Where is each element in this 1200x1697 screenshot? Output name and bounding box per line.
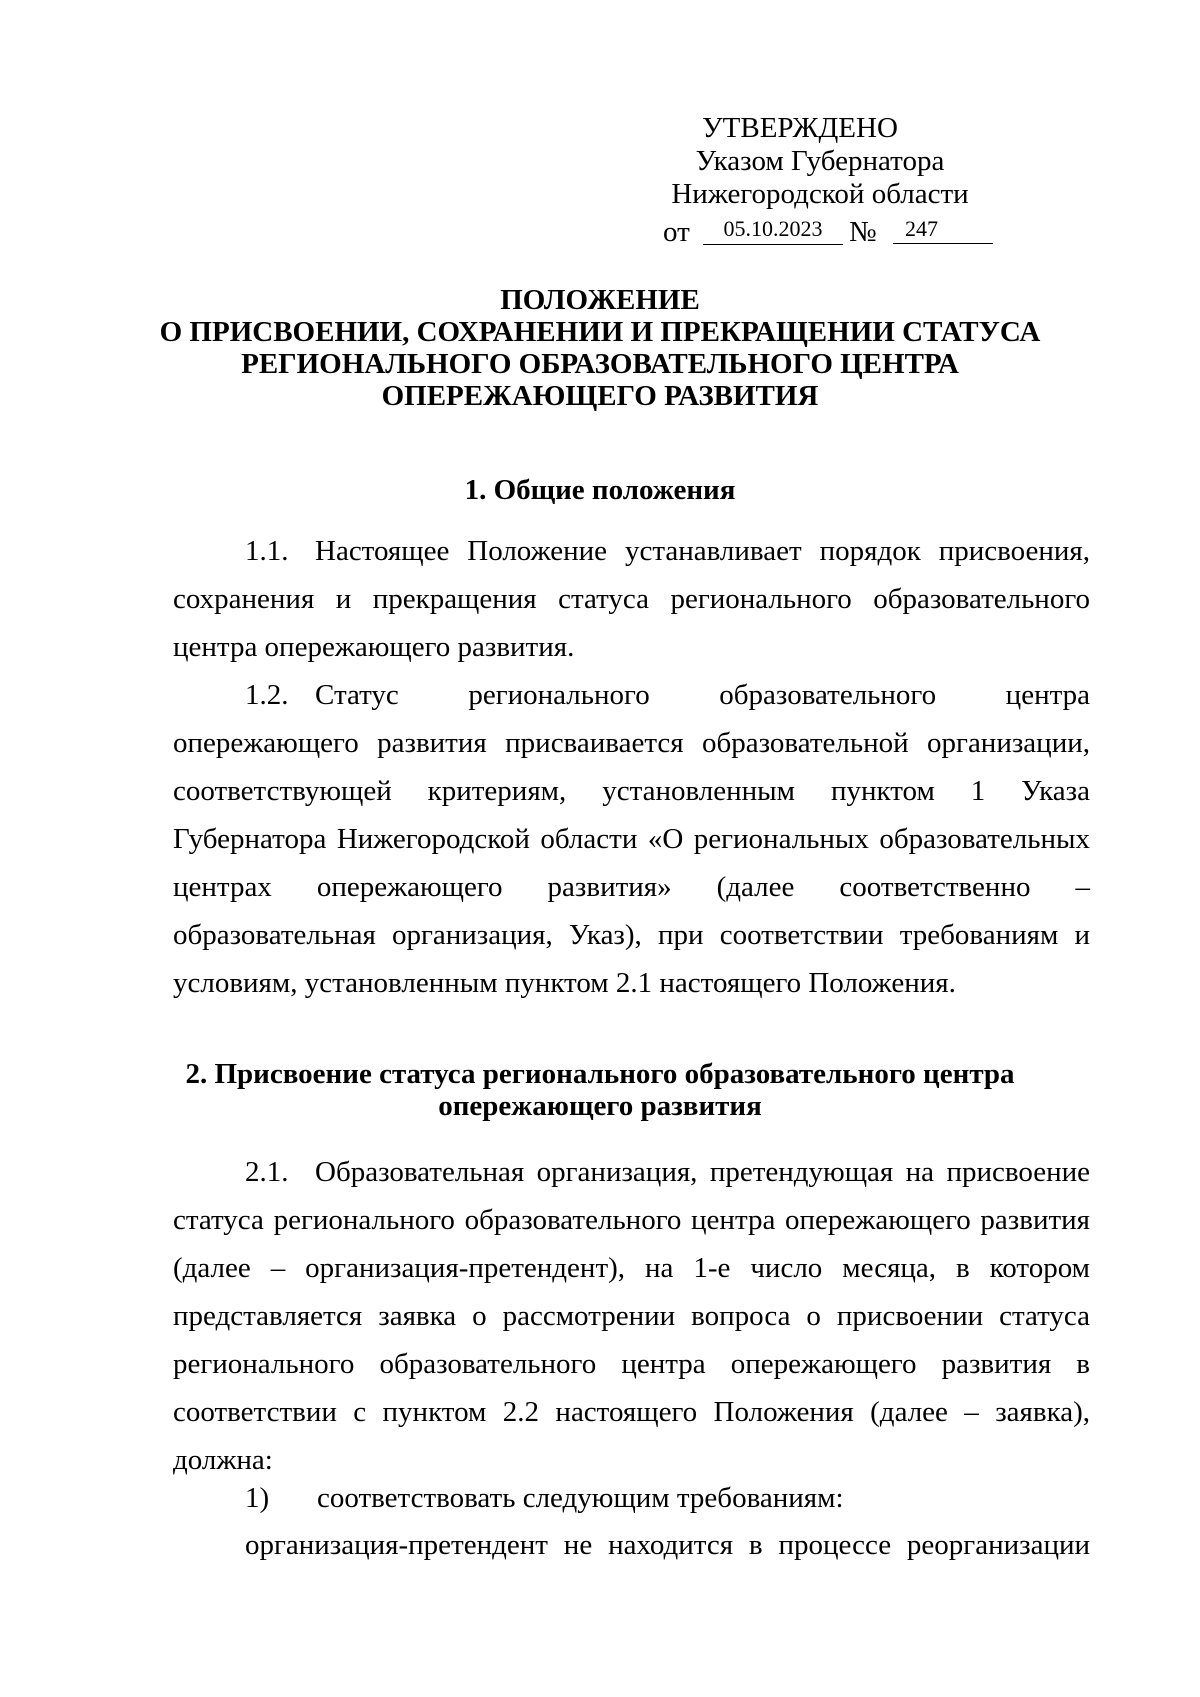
paragraph-1-1 (173, 527, 1090, 671)
list-item-1 (245, 1474, 1090, 1522)
paragraph-number: 1.1. (245, 535, 289, 567)
paragraph-number: 1.2. (245, 679, 289, 711)
paragraph-text: Образовательная организация, претендующая на присвоение статуса регионального образовательного центра опережающего развития (далее – организация-претендент), на 1-е число месяца, в котором представляется заявка о рассмотрении вопроса о присвоении статуса регионального образовательного центра опережающего развития в соответствии с пунктом 2.2 настоящего Положения (далее – заявка), должна: (173, 1156, 1090, 1476)
paragraph-2-1 (173, 1148, 1090, 1484)
title-line: ПОЛОЖЕНИЕ (500, 284, 700, 316)
approval-decree: Указом Губернатора (695, 145, 945, 177)
approval-block (600, 112, 1040, 211)
approval-region: Нижегородской области (671, 178, 969, 210)
title-line: ОПЕРЕЖАЮЩЕГО РАЗВИТИЯ (381, 380, 819, 412)
paragraph-text: Статус регионального образовательного центра опережающего развития присваивается образовательной организации, соответствующей критериям, установленным пунктом 1 Указа Губернатора Нижегородской области «О региональных образовательных центрах опережающего развития» (далее соответственно – образовательная организация, Указ), при соответствии требованиям и условиям, установленным пунктом 2.1 настоящего Положения. (173, 679, 1090, 999)
heading-line: опережающего развития (438, 1090, 762, 1122)
decree-number: 247 (893, 216, 993, 244)
date-prefix: от (663, 216, 690, 248)
section-2-heading (100, 1058, 1100, 1122)
decree-date: 05.10.2023 (703, 216, 843, 245)
approval-status: УТВЕРЖДЕНО (702, 112, 898, 144)
paragraph-text: Настоящее Положение устанавливает порядок присвоения, сохранения и прекращения статуса регионального образовательного центра опережающего развития. (173, 535, 1090, 663)
title-line: О ПРИСВОЕНИИ, СОХРАНЕНИИ И ПРЕКРАЩЕНИИ СТАТУСА (159, 316, 1041, 348)
document-title (100, 284, 1100, 412)
heading-line: 2. Присвоение статуса регионального образовательного центра (185, 1058, 1015, 1090)
approval-dateline (663, 216, 983, 250)
number-prefix: № (849, 216, 877, 248)
section-1-heading: 1. Общие положения (464, 474, 736, 506)
sub-item-text: организация-претендент не находится в процессе реорганизации (245, 1529, 1090, 1561)
paragraph-1-2 (173, 671, 1090, 1007)
list-item-text: соответствовать следующим требованиям: (317, 1482, 844, 1514)
list-item-number: 1) (245, 1482, 270, 1514)
title-line: РЕГИОНАЛЬНОГО ОБРАЗОВАТЕЛЬНОГО ЦЕНТРА (241, 348, 959, 380)
paragraph-number: 2.1. (245, 1156, 289, 1188)
